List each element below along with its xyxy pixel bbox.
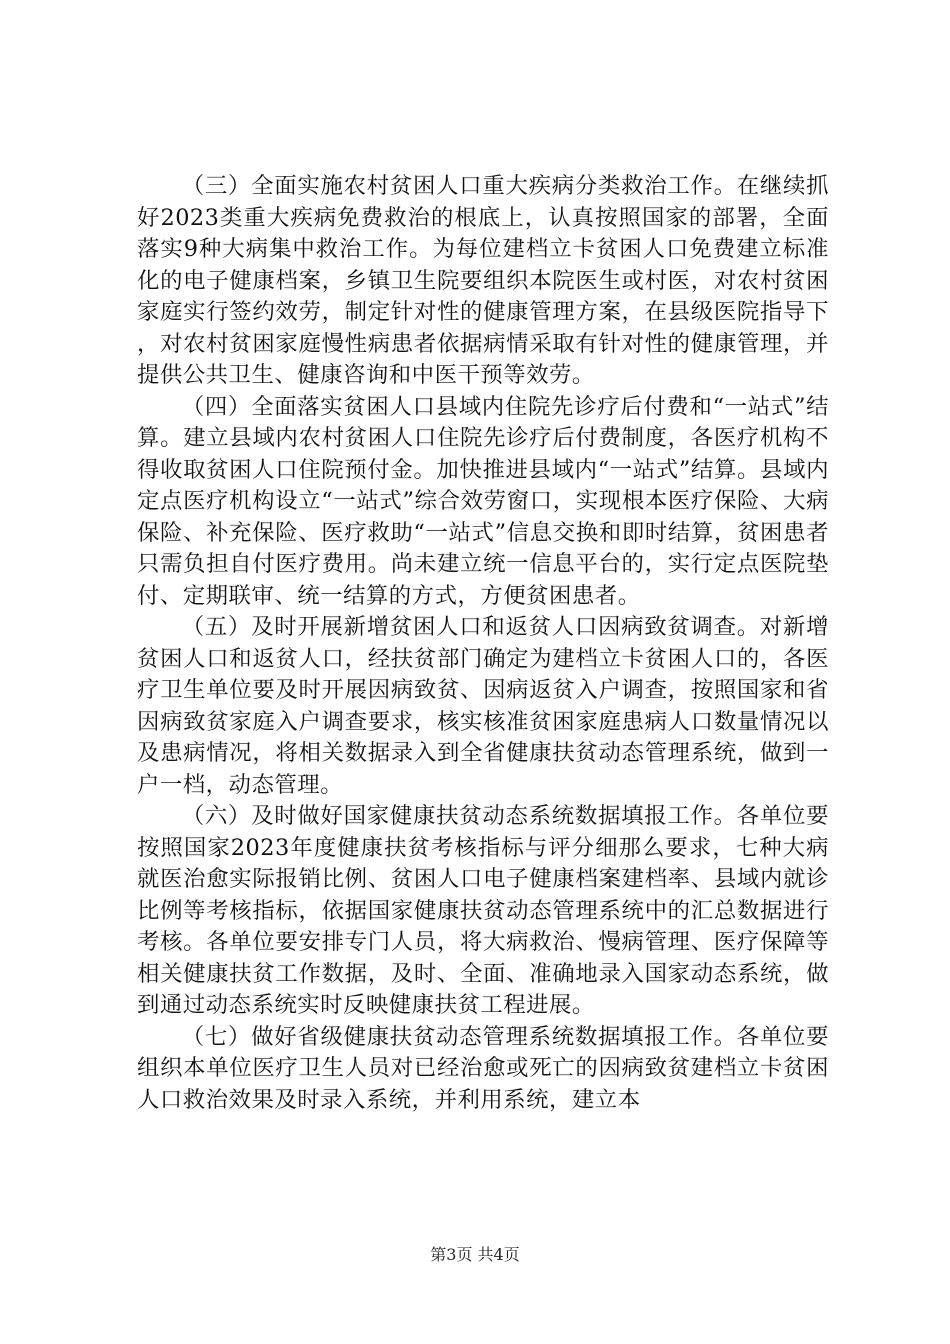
paragraph-6: （六）及时做好国家健康扶贫动态系统数据填报工作。各单位要按照国家2023年度健康扶贫考核指标与评分细那么要求，七种大病就医治愈实际报销比例、贫困人口电子健康档案建档率、县域内就诊比例等考核指标，依据国家健康扶贫动态管理系统中的汇总数据进行考核。各单位要安排专门人员，将大病救治、慢病管理、医疗保障等相关健康扶贫工作数据，及时、全面、准确地录入国家动态系统，做到通过动态系统实时反映健康扶贫工程进展。 [137,803,829,1018]
page-number-footer: 第3页 共4页 [430,1245,520,1264]
document-body [137,171,829,1116]
paragraph-3: （三）全面实施农村贫困人口重大疾病分类救治工作。在继续抓好2023类重大疾病免费救治的根底上，认真按照国家的部署，全面落实9种大病集中救治工作。为每位建档立卡贫困人口免费建立标准化的电子健康档案，乡镇卫生院要组织本院医生或村医，对农村贫困家庭实行签约效劳，制定针对性的健康管理方案，在县级医院指导下，对农村贫困家庭慢性病患者依据病情采取有针对性的健康管理，并提供公共卫生、健康咨询和中医干预等效劳。 [137,173,829,388]
paragraph-7: （七）做好省级健康扶贫动态管理系统数据填报工作。各单位要组织本单位医疗卫生人员对已经治愈或死亡的因病致贫建档立卡贫困人口救治效果及时录入系统，并利用系统，建立本 [137,1023,829,1113]
paragraph-4: （四）全面落实贫困人口县域内住院先诊疗后付费和“一站式”结算。建立县域内农村贫困人口住院先诊疗后付费制度，各医疗机构不得收取贫困人口住院预付金。加快推进县域内“一站式”结算。县域内定点医疗机构设立“一站式”综合效劳窗口，实现根本医疗保险、大病保险、补充保险、医疗救助“一站式”信息交换和即时结算，贫困患者只需负担自付医疗费用。尚未建立统一信息平台的，实行定点医院垫付、定期联审、统一结算的方式，方便贫困患者。 [137,393,829,609]
paragraph-5: （五）及时开展新增贫困人口和返贫人口因病致贫调查。对新增贫困人口和返贫人口，经扶贫部门确定为建档立卡贫困人口的，各医疗卫生单位要及时开展因病致贫、因病返贫入户调查，按照国家和省因病致贫家庭入户调查要求，核实核准贫困家庭患病人口数量情况以及患病情况，将相关数据录入到全省健康扶贫动态管理系统，做到一户一档，动态管理。 [137,614,829,798]
